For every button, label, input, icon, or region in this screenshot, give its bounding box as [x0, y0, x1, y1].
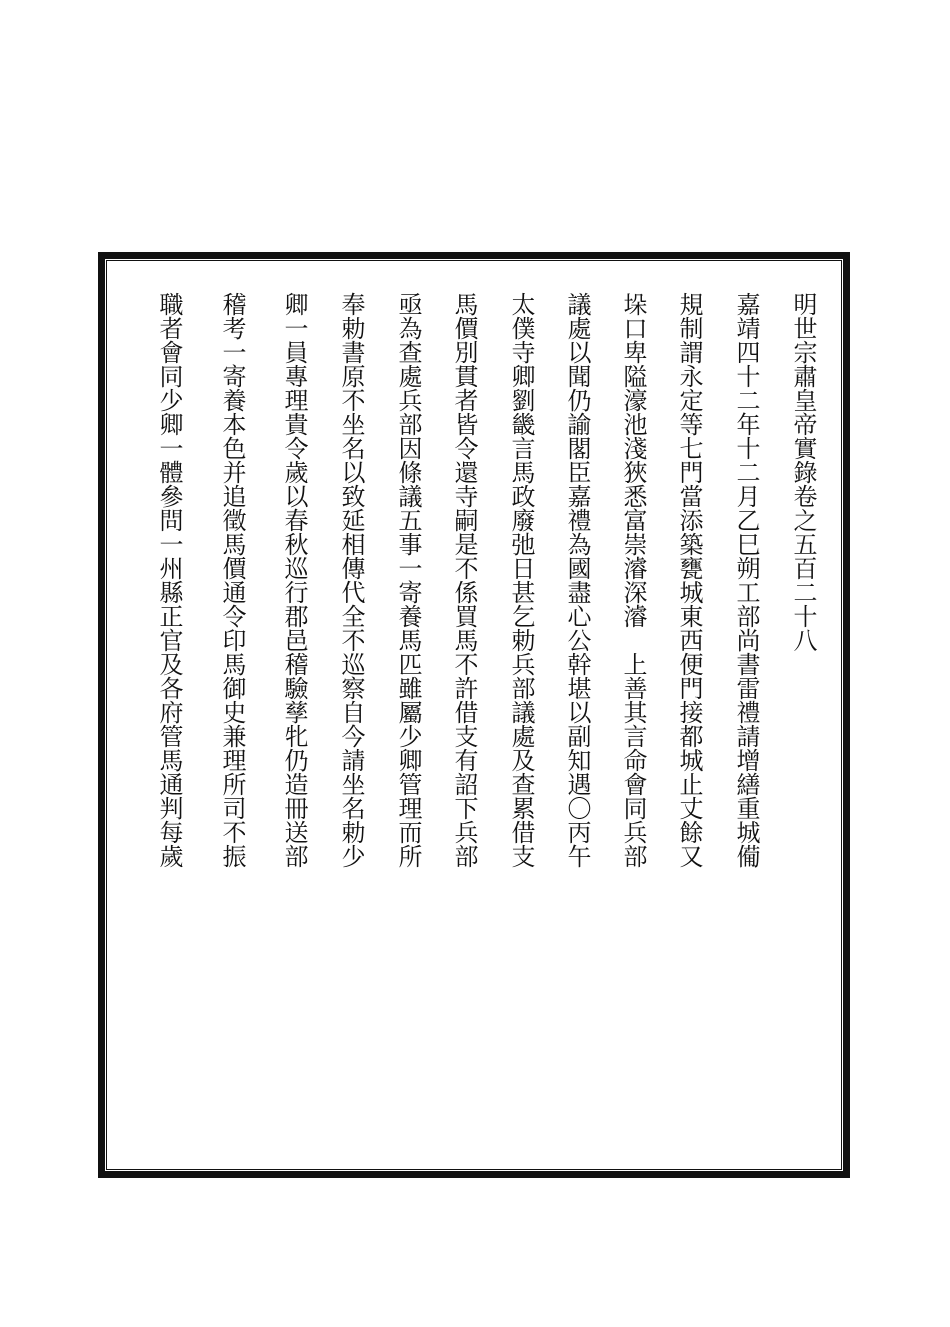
title-column: 明世宗肅皇帝實錄卷之五百二十八	[789, 292, 817, 652]
text-column-6: 馬價別貫者皆令還寺嗣是不係買馬不許借支有詔下兵部	[450, 292, 478, 868]
text-column-11: 職者會同少卿一體參問一州縣正官及各府管馬通判每歲	[155, 292, 183, 868]
text-column-1: 嘉靖四十二年十二月乙巳朔工部尚書雷禮請增繕重城僃	[732, 292, 760, 868]
text-body	[110, 292, 830, 1162]
text-column-5: 太僕寺卿劉畿言馬政廢弛日甚乞勅兵部議處及查累借支	[507, 292, 535, 868]
text-column-9: 卿一員專理貴令歲以春秋巡行郡邑稽驗孳牝仍造冊送部	[280, 292, 308, 868]
text-column-2: 規制謂永定等七門當添築甕城東西便門接都城止丈餘又	[675, 292, 703, 868]
text-column-3: 垛口卑隘濠池淺狹悉富崇濬深濬 上善其言命會同兵部	[619, 292, 647, 868]
text-column-7: 亟為查處兵部因條議五事一寄養馬匹雖屬少卿管理而所	[394, 292, 422, 868]
text-column-10: 稽考一寄養本色并追徵馬價通令印馬御史兼理所司不振	[218, 292, 246, 868]
text-column-8: 奉勅書原不坐名以致延相傳代全不巡察自今請坐名勅少	[337, 292, 365, 868]
text-column-4: 議處以聞仍諭閣臣嘉禮為國盡心公幹堪以副知遇〇丙午	[563, 292, 591, 868]
